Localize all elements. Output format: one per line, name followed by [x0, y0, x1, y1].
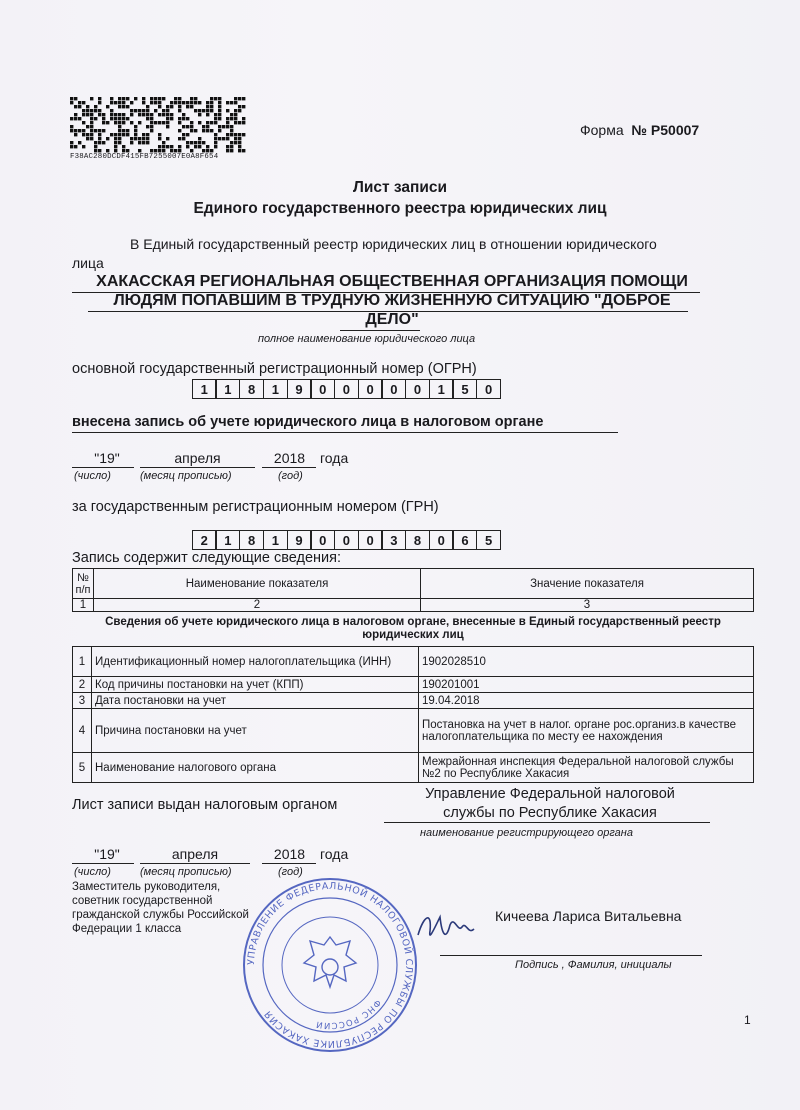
table-row-num: 5 [73, 753, 92, 783]
data-table [72, 646, 754, 783]
ogrn-digit-cell: 0 [381, 379, 406, 399]
date2-day: "19" [94, 846, 120, 862]
date1-year: 2018 [273, 450, 306, 466]
table-row-num: 4 [73, 709, 92, 753]
grn-digit-cell: 0 [358, 530, 383, 550]
signature-image [410, 905, 480, 950]
ogrn-digits [193, 379, 501, 399]
table-row [73, 709, 754, 753]
index-col2: 2 [94, 599, 421, 612]
table-row-num: 2 [73, 677, 92, 693]
grn-digit-cell: 0 [429, 530, 454, 550]
grn-digit-cell: 3 [381, 530, 406, 550]
index-col1: 1 [73, 599, 94, 612]
signature-caption: Подпись , Фамилия, инициалы [515, 959, 672, 971]
organization-line1: ХАКАССКАЯ РЕГИОНАЛЬНАЯ ОБЩЕСТВЕННАЯ ОРГАНИЗАЦИЯ ПОМОЩИ [96, 273, 688, 290]
ogrn-digit-cell: 5 [452, 379, 477, 399]
official-line3: гражданской службы Российской [72, 909, 249, 921]
issued-authority-line1: Управление Федеральной налоговой [425, 786, 675, 802]
table-row [73, 677, 754, 693]
grn-digit-cell: 9 [287, 530, 312, 550]
date1-caption-day: (число) [74, 470, 111, 482]
ogrn-digit-cell: 0 [405, 379, 430, 399]
official-name: Кичеева Лариса Витальевна [495, 908, 682, 924]
table-row-name: Код причины постановки на учет (КПП) [92, 677, 419, 693]
table-row-value: Постановка на учет в налог. органе рос.организ.в качестве налогоплательщика по месту ее нахождения [419, 709, 754, 753]
ogrn-digit-cell: 0 [358, 379, 383, 399]
page-number: 1 [744, 1013, 751, 1027]
table-row-value: 19.04.2018 [419, 693, 754, 709]
table-row-name: Дата постановки на учет [92, 693, 419, 709]
table-row-value: 190201001 [419, 677, 754, 693]
organization-line3: ДЕЛО" [365, 311, 419, 328]
header-name: Наименование показателя [94, 569, 421, 599]
table-row-value: 1902028510 [419, 647, 754, 677]
date2-suffix: года [320, 846, 349, 862]
form-number: Форма № Р50007 [580, 122, 700, 138]
document-subtitle: Единого государственного реестра юридических лиц [193, 200, 607, 217]
date1-month: апреля [174, 450, 221, 466]
ogrn-digit-cell: 1 [192, 379, 217, 399]
index-col3: 3 [421, 599, 754, 612]
date2-year: 2018 [273, 846, 306, 862]
date1-caption-month: (месяц прописью) [140, 470, 232, 482]
ogrn-label: основной государственный регистрационный номер (ОГРН) [72, 361, 477, 377]
intro-line1: В Единый государственный реестр юридических лиц в отношении юридического [130, 236, 657, 252]
organization-caption: полное наименование юридического лица [258, 333, 476, 345]
date2-caption-month: (месяц прописью) [140, 866, 232, 878]
issued-authority [390, 785, 710, 823]
stamp-inner-text: ФНС РОССИИ [314, 997, 383, 1031]
grn-digit-cell: 1 [263, 530, 288, 550]
table-row-num: 3 [73, 693, 92, 709]
grn-digits [193, 530, 501, 550]
table-row-name: Причина постановки на учет [92, 709, 419, 753]
barcode-image [70, 97, 248, 153]
official-line1: Заместитель руководителя, [72, 881, 221, 893]
document-title: Лист записи [352, 179, 448, 196]
date2-caption-day: (число) [74, 866, 111, 878]
issued-caption: наименование регистрирующего органа [420, 827, 633, 839]
grn-digit-cell: 2 [192, 530, 217, 550]
date1-caption-year: (год) [278, 470, 303, 482]
data-table-header [72, 568, 754, 612]
organization-line2: ЛЮДЯМ ПОПАВШИМ В ТРУДНУЮ ЖИЗНЕННУЮ СИТУАЦИЮ "ДОБРОЕ [113, 292, 671, 309]
table-row-name: Наименование налогового органа [92, 753, 419, 783]
table-row [73, 647, 754, 677]
issued-authority-line2: службы по Республике Хакасия [443, 805, 657, 821]
table-row-value: Межрайонная инспекция Федеральной налоговой службы №2 по Республике Хакасия [419, 753, 754, 783]
grn-label: за государственным регистрационным номером (ГРН) [72, 499, 439, 515]
grn-digit-cell: 0 [334, 530, 359, 550]
contains-label: Запись содержит следующие сведения: [72, 550, 342, 566]
ogrn-digit-cell: 0 [334, 379, 359, 399]
date1-day: "19" [94, 450, 120, 466]
grn-digit-cell: 5 [476, 530, 501, 550]
ogrn-digit-cell: 1 [215, 379, 240, 399]
table-row [73, 753, 754, 783]
official-line2: советник государственной [72, 895, 213, 907]
organization-name [72, 272, 712, 329]
grn-digit-cell: 8 [239, 530, 264, 550]
header-num: № п/п [73, 569, 94, 599]
table-row-name: Идентификационный номер налогоплательщика (ИНН) [92, 647, 419, 677]
ogrn-digit-cell: 1 [263, 379, 288, 399]
date1-suffix: года [320, 450, 349, 466]
grn-digit-cell: 8 [405, 530, 430, 550]
record-heading: внесена запись об учете юридического лица в налоговом органе [72, 414, 544, 430]
ogrn-digit-cell: 0 [476, 379, 501, 399]
intro-line2: лица [72, 255, 104, 271]
table-row-num: 1 [73, 647, 92, 677]
official-line4: Федерации 1 класса [72, 923, 182, 935]
official-stamp [240, 875, 420, 1055]
ogrn-digit-cell: 0 [310, 379, 335, 399]
grn-digit-cell: 1 [215, 530, 240, 550]
official-position [72, 880, 249, 936]
ogrn-digit-cell: 9 [287, 379, 312, 399]
header-value: Значение показателя [421, 569, 754, 599]
ogrn-digit-cell: 1 [429, 379, 454, 399]
ogrn-digit-cell: 8 [239, 379, 264, 399]
stamp-outer-text: УПРАВЛЕНИЕ ФЕДЕРАЛЬНОЙ НАЛОГОВОЙ СЛУЖБЫ ПО РЕСПУБЛИКЕ ХАКАСИЯ [245, 880, 415, 1050]
date2-month: апреля [171, 846, 219, 862]
date2-caption-year: (год) [278, 866, 303, 878]
grn-digit-cell: 0 [310, 530, 335, 550]
barcode-code: F38AC280DCDF415FB7255007E0A8F654 [70, 153, 219, 161]
table-row [73, 693, 754, 709]
issued-label: Лист записи выдан налоговым органом [72, 797, 338, 813]
grn-digit-cell: 6 [452, 530, 477, 550]
table-section-title: Сведения об учете юридического лица в налоговом органе, внесенные в Единый государственный реестр юридических лиц [105, 616, 721, 641]
